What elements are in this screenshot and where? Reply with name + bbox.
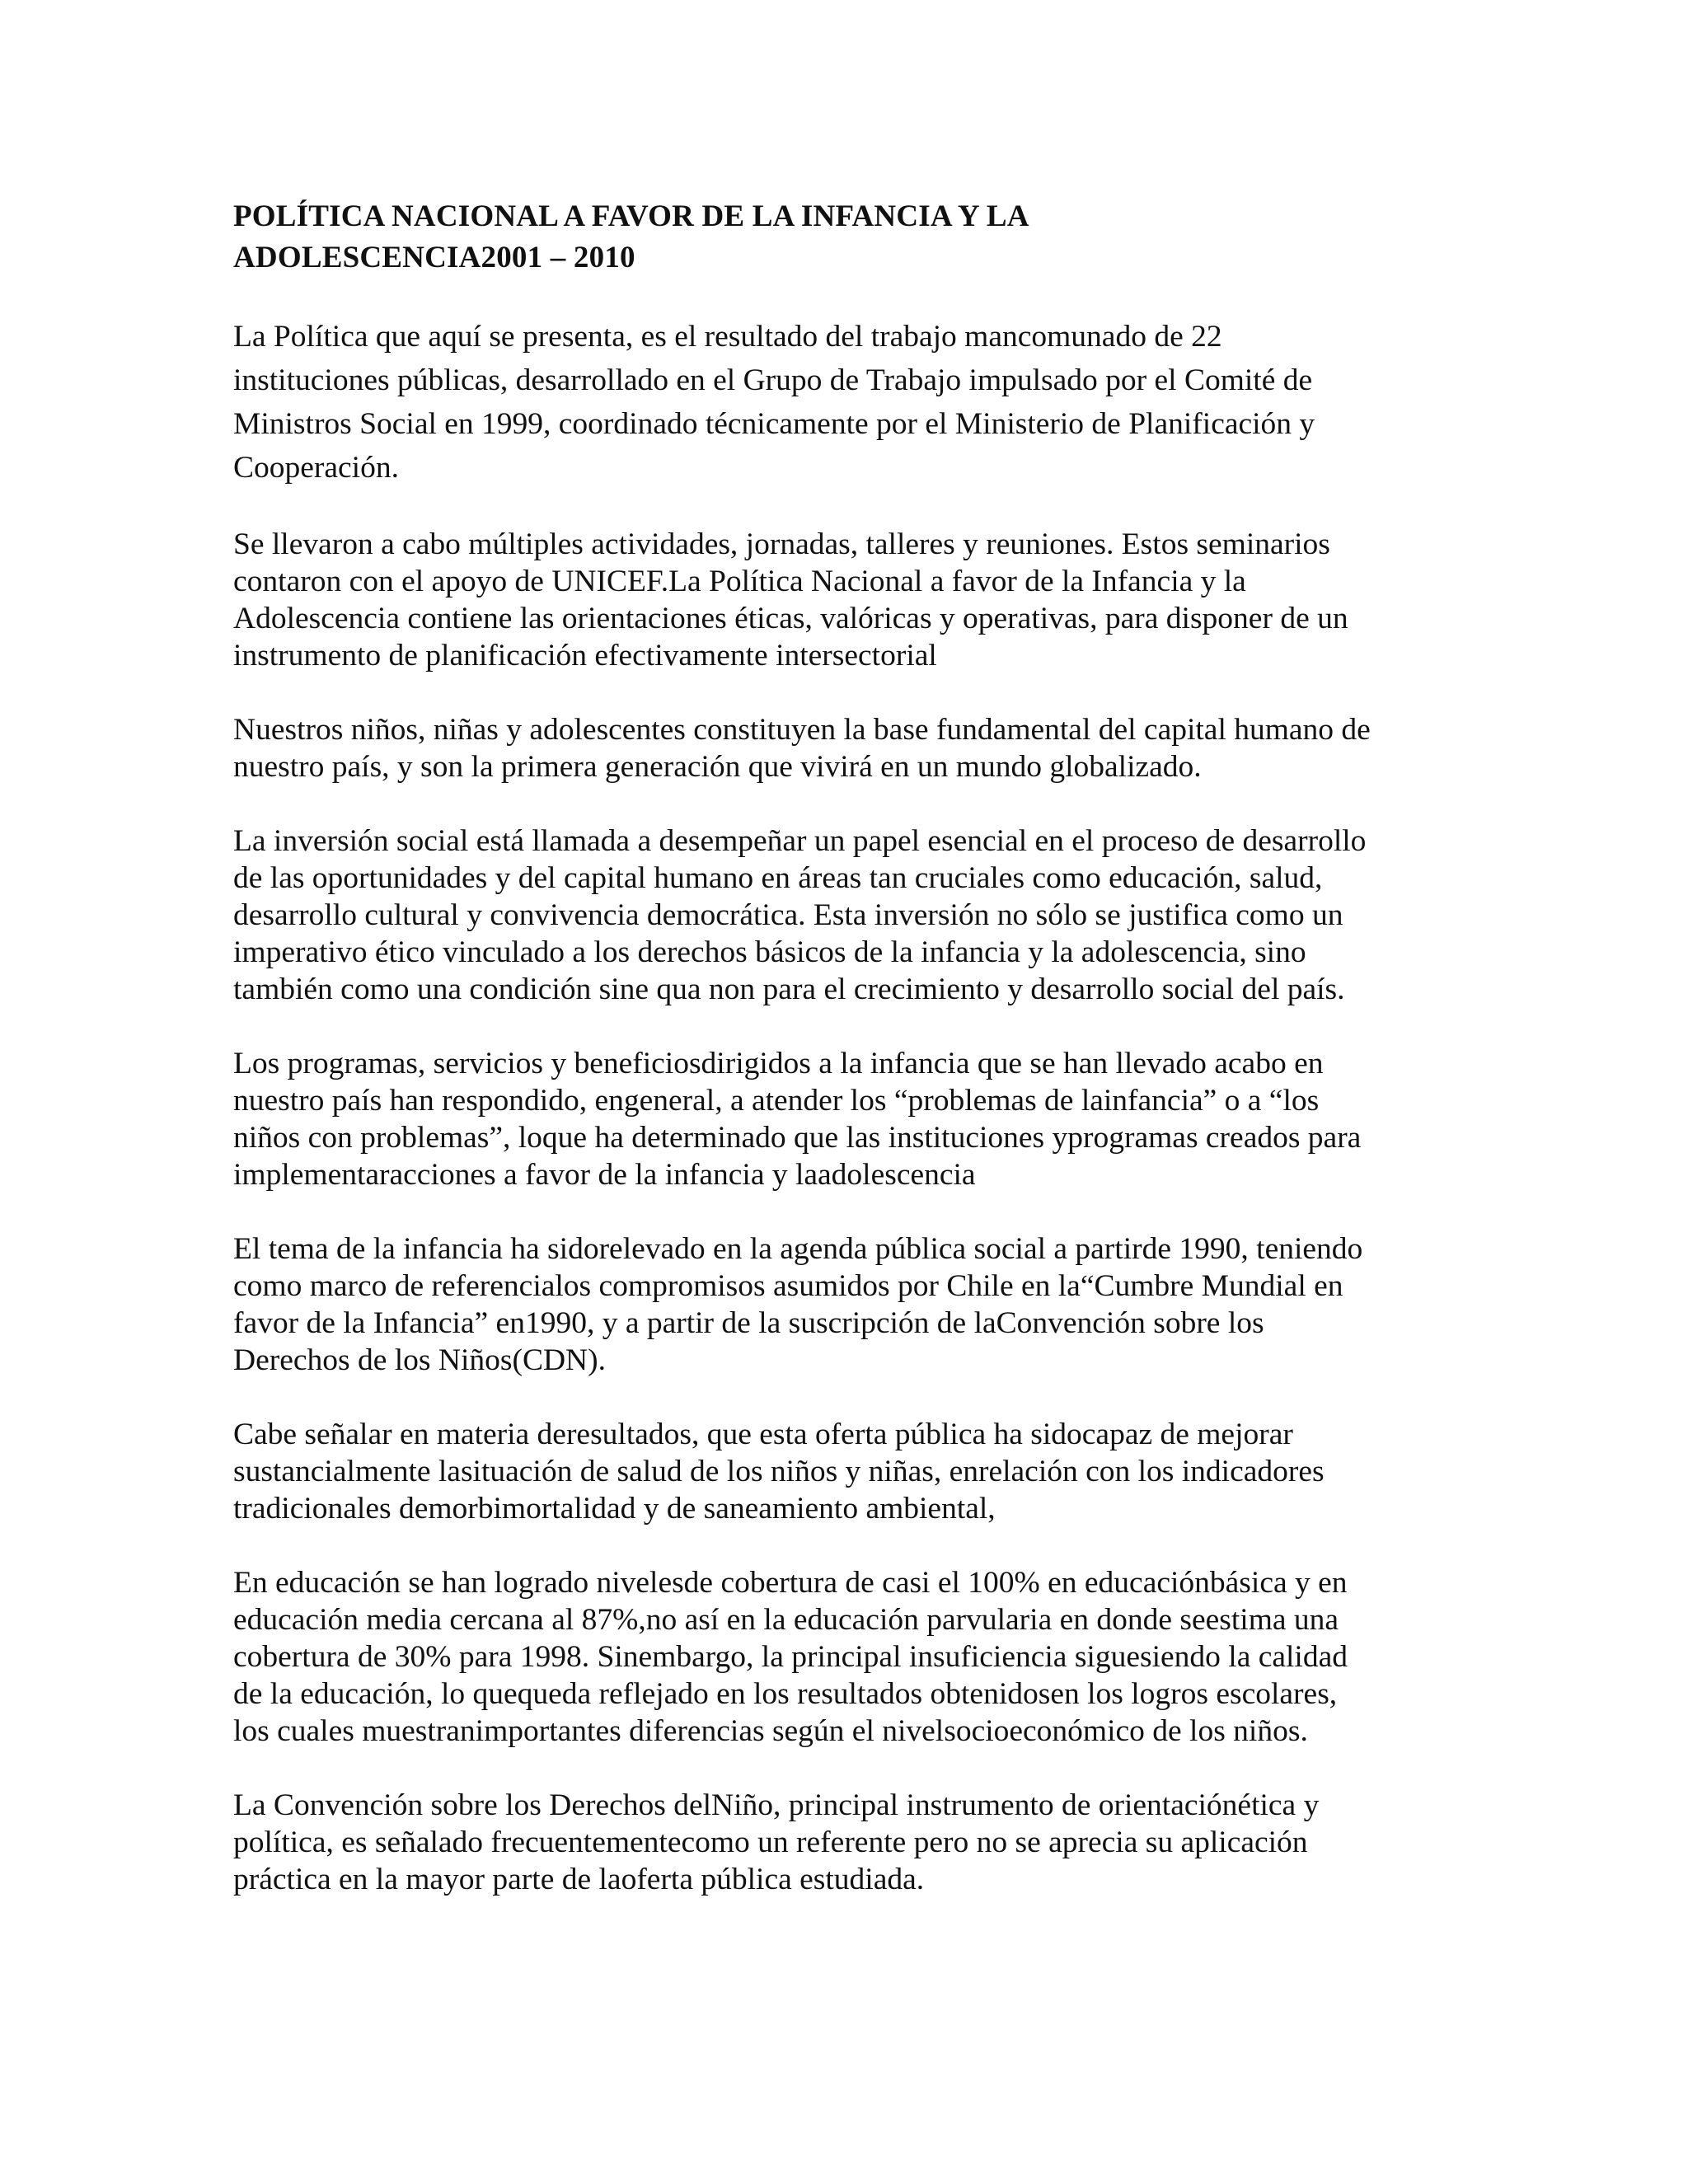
- paragraph-2: [233, 526, 1486, 674]
- paragraph-3: [233, 711, 1486, 785]
- text-line: práctica en la mayor parte de laoferta pública estudiada.: [233, 1863, 925, 1896]
- text-line: Cooperación.: [233, 451, 399, 485]
- paragraph-6: [233, 1230, 1486, 1379]
- text-line: La Convención sobre los Derechos delNiño, principal instrumento de orientaciónética y: [233, 1788, 1320, 1822]
- text-line: como marco de referencialos compromisos asumidos por Chile en la“Cumbre Mundial en: [233, 1269, 1343, 1303]
- text-line: favor de la Infancia” en1990, y a partir de la suscripción de laConvención sobre los: [233, 1306, 1264, 1340]
- text-line: La inversión social está llamada a desempeñar un papel esencial en el proceso de desarrollo: [233, 824, 1367, 858]
- text-line: también como una condición sine qua non para el crecimiento y desarrollo social del país.: [233, 972, 1345, 1006]
- text-line: Ministros Social en 1999, coordinado técnicamente por el Ministerio de Planificación y: [233, 407, 1315, 441]
- text-line: desarrollo cultural y convivencia democrática. Esta inversión no sólo se justifica como un: [233, 898, 1343, 932]
- text-line: imperativo ético vinculado a los derechos básicos de la infancia y la adolescencia, sino: [233, 935, 1306, 969]
- paragraph-8: [233, 1564, 1486, 1750]
- text-line: tradicionales demorbimortalidad y de saneamiento ambiental,: [233, 1492, 996, 1526]
- paragraph-9: [233, 1787, 1486, 1898]
- text-line: En educación se han logrado nivelesde cobertura de casi el 100% en educaciónbásica y en: [233, 1566, 1348, 1600]
- document-title: [233, 196, 1486, 279]
- text-line: contaron con el apoyo de UNICEF.La Política Nacional a favor de la Infancia y la: [233, 565, 1246, 598]
- text-line: educación media cercana al 87%,no así en la educación parvularia en donde seestima una: [233, 1603, 1339, 1637]
- document-page: [233, 196, 1486, 1935]
- text-line: los cuales muestranimportantes diferencias según el nivelsocioeconómico de los niños.: [233, 1714, 1308, 1748]
- paragraph-1: [233, 315, 1486, 490]
- text-line: Se llevaron a cabo múltiples actividades, jornadas, talleres y reuniones. Estos seminarios: [233, 527, 1330, 561]
- text-line: cobertura de 30% para 1998. Sinembargo, la principal insuficiencia siguesiendo la calidad: [233, 1640, 1348, 1674]
- text-line: Derechos de los Niños(CDN).: [233, 1343, 606, 1377]
- text-line: niños con problemas”, loque ha determinado que las instituciones yprogramas creados para: [233, 1121, 1362, 1155]
- text-line: instituciones públicas, desarrollado en el Grupo de Trabajo impulsado por el Comité de: [233, 363, 1313, 397]
- text-line: de la educación, lo quequeda reflejado en los resultados obtenidosen los logros escolares,: [233, 1677, 1338, 1711]
- text-line: de las oportunidades y del capital humano en áreas tan cruciales como educación, salud,: [233, 861, 1323, 895]
- text-line: La Política que aquí se presenta, es el resultado del trabajo mancomunado de 22: [233, 320, 1222, 354]
- text-line: Cabe señalar en materia deresultados, que esta oferta pública ha sidocapaz de mejorar: [233, 1418, 1293, 1451]
- text-line: nuestro país han respondido, engeneral, a atender los “problemas de lainfancia” o a “los: [233, 1084, 1320, 1118]
- text-line: Nuestros niños, niñas y adolescentes constituyen la base fundamental del capital humano de: [233, 713, 1371, 747]
- paragraph-5: [233, 1045, 1486, 1193]
- text-line: El tema de la infancia ha sidorelevado en la agenda pública social a partirde 1990, teniendo: [233, 1232, 1363, 1266]
- text-line: política, es señalado frecuentementecomo un referente pero no se aprecia su aplicación: [233, 1825, 1308, 1859]
- title-line: ADOLESCENCIA2001 – 2010: [233, 241, 635, 274]
- text-line: Los programas, servicios y beneficiosdirigidos a la infancia que se han llevado acabo en: [233, 1047, 1324, 1080]
- text-line: instrumento de planificación efectivamente intersectorial: [233, 639, 937, 673]
- text-line: Adolescencia contiene las orientaciones éticas, valóricas y operativas, para disponer de un: [233, 602, 1348, 635]
- title-line: POLÍTICA NACIONAL A FAVOR DE LA INFANCIA Y LA: [233, 199, 1029, 233]
- text-line: nuestro país, y son la primera generación que vivirá en un mundo globalizado.: [233, 750, 1202, 784]
- text-line: sustancialmente lasituación de salud de los niños y niñas, enrelación con los indicadores: [233, 1455, 1325, 1488]
- paragraph-4: [233, 823, 1486, 1008]
- text-line: implementaracciones a favor de la infancia y laadolescencia: [233, 1158, 976, 1192]
- paragraph-7: [233, 1416, 1486, 1527]
